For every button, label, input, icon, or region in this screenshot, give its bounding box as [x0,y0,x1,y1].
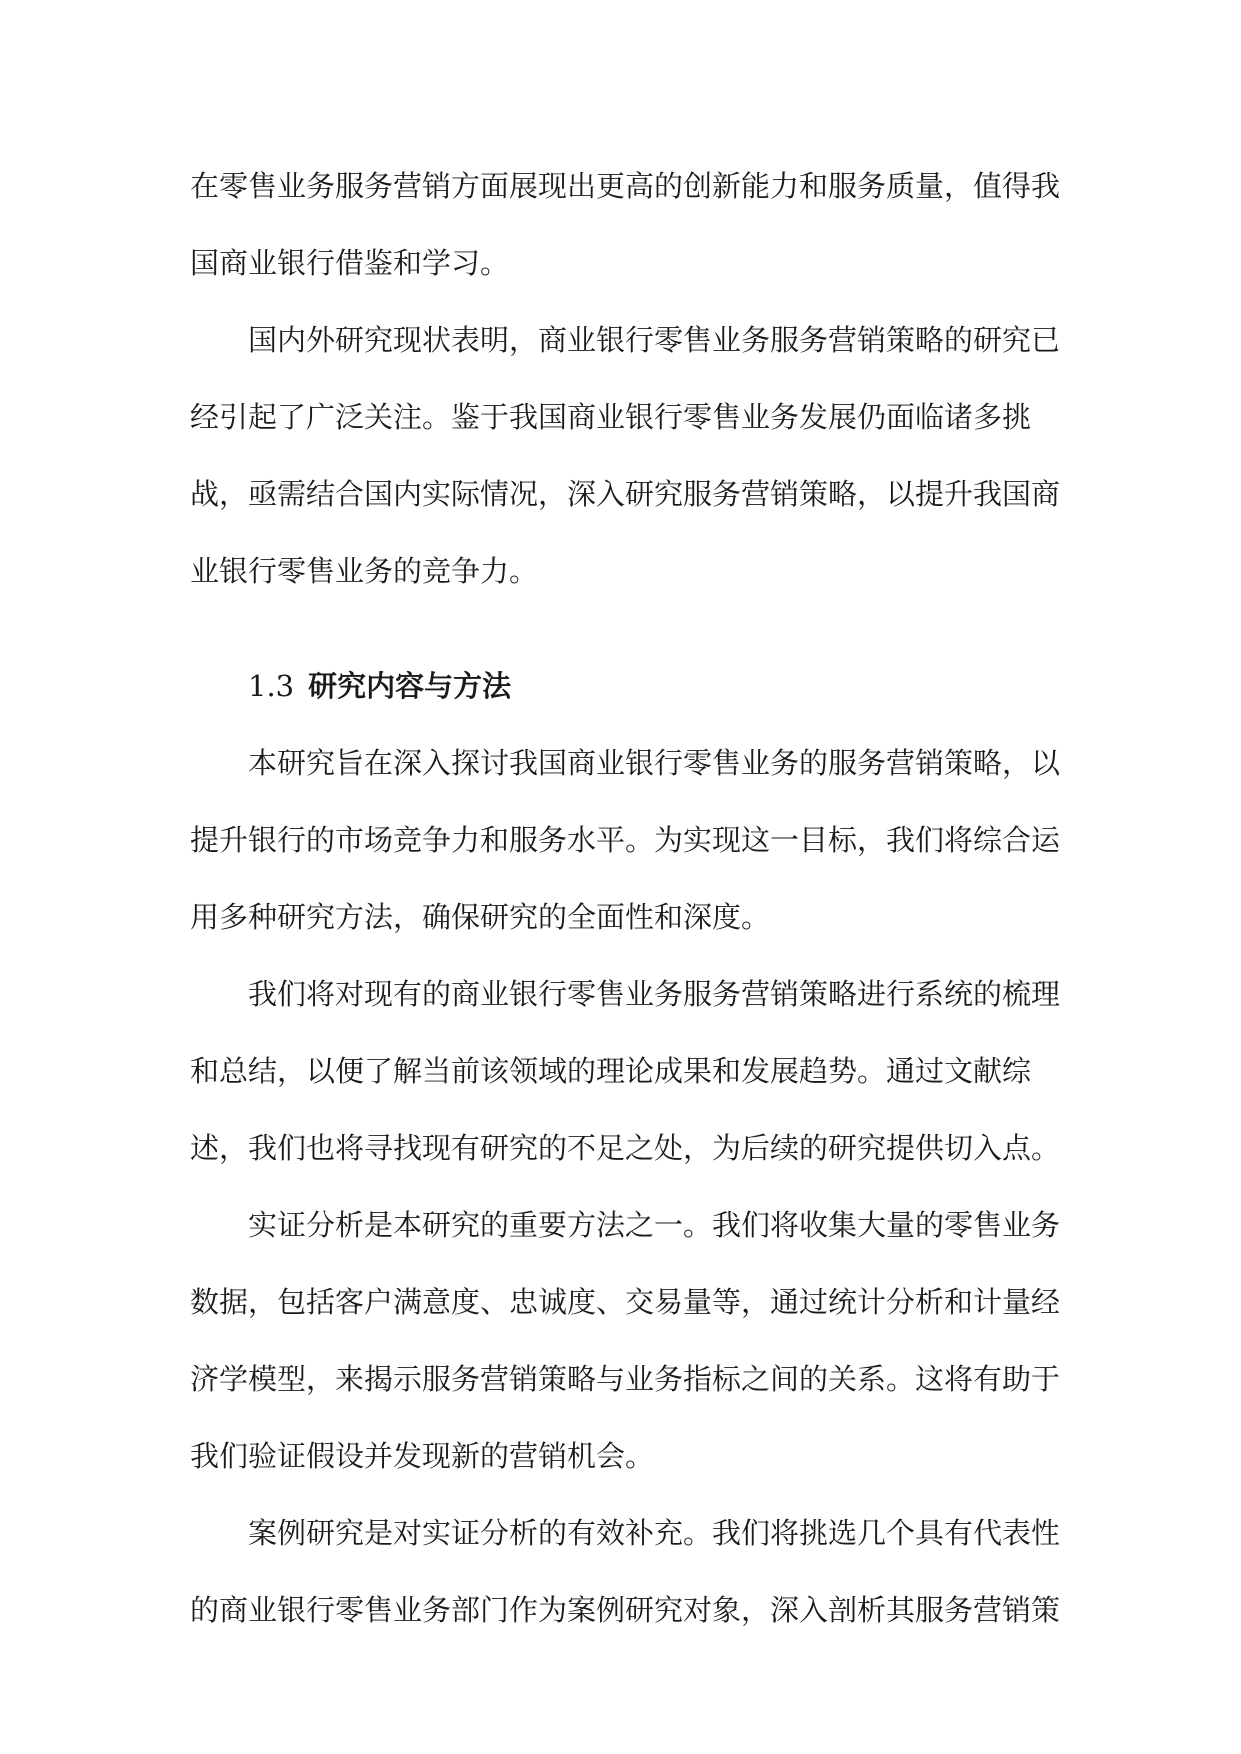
section-number: 1.3 [248,669,295,703]
paragraph-research-status: 国内外研究现状表明，商业银行零售业务服务营销策略的研究已经引起了广泛关注。鉴于我国商业银行零售业务发展仍面临诸多挑战，亟需结合国内实际情况，深入研究服务营销策略，以提升我国商业银行零售业务的竞争力。 [190,323,1061,588]
paragraph-empirical-analysis: 实证分析是本研究的重要方法之一。我们将收集大量的零售业务数据，包括客户满意度、忠诚度、交易量等，通过统计分析和计量经济学模型，来揭示服务营销策略与业务指标之间的关系。这将有助于我们验证假设并发现新的营销机会。 [190,1208,1061,1473]
body-text [190,148,1070,1649]
paragraph-case-study: 案例研究是对实证分析的有效补充。我们将挑选几个具有代表性的商业银行零售业务部门作为案例研究对象，深入剖析其服务营销策 [190,1516,1061,1627]
paragraph-aim: 本研究旨在深入探讨我国商业银行零售业务的服务营销策略，以提升银行的市场竞争力和服务水平。为实现这一目标，我们将综合运用多种研究方法，确保研究的全面性和深度。 [190,746,1061,934]
section-title: 研究内容与方法 [308,669,512,703]
paragraph-literature-review: 我们将对现有的商业银行零售业务服务营销策略进行系统的梳理和总结，以便了解当前该领域的理论成果和发展趋势。通过文献综述，我们也将寻找现有研究的不足之处，为后续的研究提供切入点。 [190,977,1061,1165]
paragraph-continued: 在零售业务服务营销方面展现出更高的创新能力和服务质量，值得我国商业银行借鉴和学习。 [190,169,1061,280]
section-heading [190,648,1070,725]
